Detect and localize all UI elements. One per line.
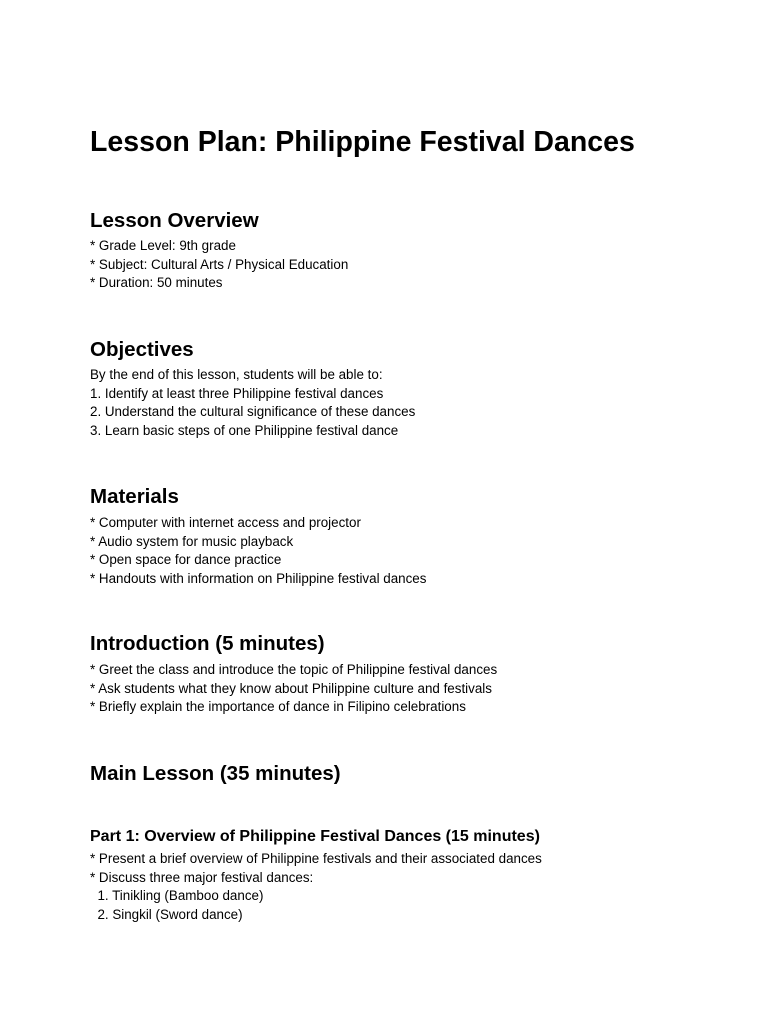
section-heading: Main Lesson (35 minutes) [90, 762, 341, 785]
text-line: * Greet the class and introduce the topic of Philippine festival dances [90, 662, 498, 677]
text-line: * Subject: Cultural Arts / Physical Education [90, 256, 349, 272]
section-introduction [90, 631, 750, 717]
section-main-lesson [90, 761, 750, 787]
section-heading: Objectives [90, 338, 194, 361]
section-lines [90, 514, 750, 588]
text-line: 2. Singkil (Sword dance) [90, 906, 243, 922]
text-line: 1. Identify at least three Philippine festival dances [90, 385, 384, 401]
section-heading: Introduction (5 minutes) [90, 632, 325, 655]
text-line: * Duration: 50 minutes [90, 275, 223, 291]
text-line: * Audio system for music playback [90, 533, 294, 549]
section-lines [90, 661, 750, 717]
section-materials [90, 484, 750, 588]
section-objectives [90, 337, 750, 440]
text-line: * Ask students what they know about Philippine culture and festivals [90, 680, 492, 696]
section-lines [90, 237, 750, 293]
text-line: 3. Learn basic steps of one Philippine festival dance [90, 422, 399, 438]
text-line: * Briefly explain the importance of dance in Filipino celebrations [90, 699, 466, 715]
section-lines [90, 850, 750, 924]
text-line: * Grade Level: 9th grade [90, 238, 236, 253]
text-line: * Present a brief overview of Philippine festivals and their associated dances [90, 851, 542, 866]
subsection-part-1 [90, 827, 750, 924]
text-line: 2. Understand the cultural significance of these dances [90, 404, 416, 420]
section-lesson-overview [90, 208, 750, 293]
text-line: * Open space for dance practice [90, 552, 282, 568]
text-line: 1. Tinikling (Bamboo dance) [90, 888, 264, 904]
document-title: Lesson Plan: Philippine Festival Dances [90, 126, 635, 158]
section-heading: Lesson Overview [90, 209, 259, 232]
text-line: * Handouts with information on Philippine festival dances [90, 570, 427, 586]
text-line: By the end of this lesson, students will be able to: [90, 367, 383, 382]
section-heading: Materials [90, 485, 179, 508]
text-line: * Discuss three major festival dances: [90, 869, 314, 885]
subsection-heading: Part 1: Overview of Philippine Festival Dances (15 minutes) [90, 828, 540, 845]
section-lines [90, 366, 750, 440]
text-line: * Computer with internet access and projector [90, 515, 361, 530]
